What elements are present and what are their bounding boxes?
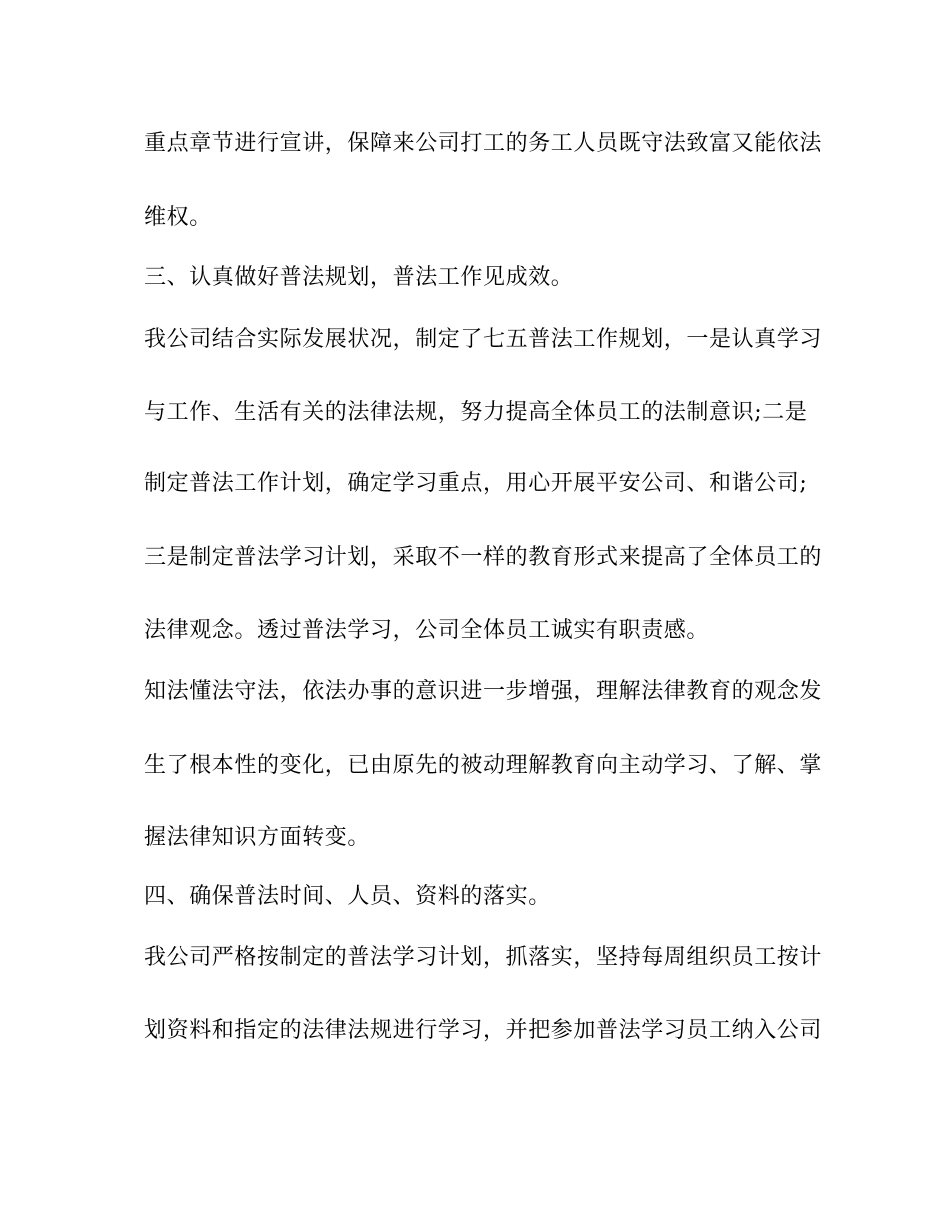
text-line: 三是制定普法学习计划，采取不一样的教育形式来提高了全体员工的 [144,545,823,570]
text-line: 生了根本性的变化，已由原先的被动理解教育向主动学习、了解、掌 [144,753,823,778]
text-line: 知法懂法守法，依法办事的意识进一步增强，理解法律教育的观念发 [144,679,823,704]
text-line: 法律观念。透过普法学习，公司全体员工诚实有职责感。 [144,618,710,643]
text-line: 握法律知识方面转变。 [144,825,371,850]
text-line: 我公司严格按制定的普法学习计划，抓落实，坚持每周组织员工按计 [144,945,823,970]
text-line: 维权。 [144,205,212,230]
text-line: 重点章节进行宣讲，保障来公司打工的务工人员既守法致富又能依法 [144,131,823,156]
section-heading: 三、认真做好普法规划，普法工作见成效。 [144,265,574,290]
section-heading: 四、确保普法时间、人员、资料的落实。 [144,884,551,909]
text-line: 与工作、生活有关的法律法规，努力提高全体员工的法制意识;二是 [144,400,808,425]
text-line: 制定普法工作计划，确定学习重点，用心开展平安公司、和谐公司; [144,471,808,496]
text-line: 划资料和指定的法律法规进行学习，并把参加普法学习员工纳入公司 [144,1018,823,1043]
text-line: 我公司结合实际发展状况，制定了七五普法工作规划，一是认真学习 [144,327,823,352]
